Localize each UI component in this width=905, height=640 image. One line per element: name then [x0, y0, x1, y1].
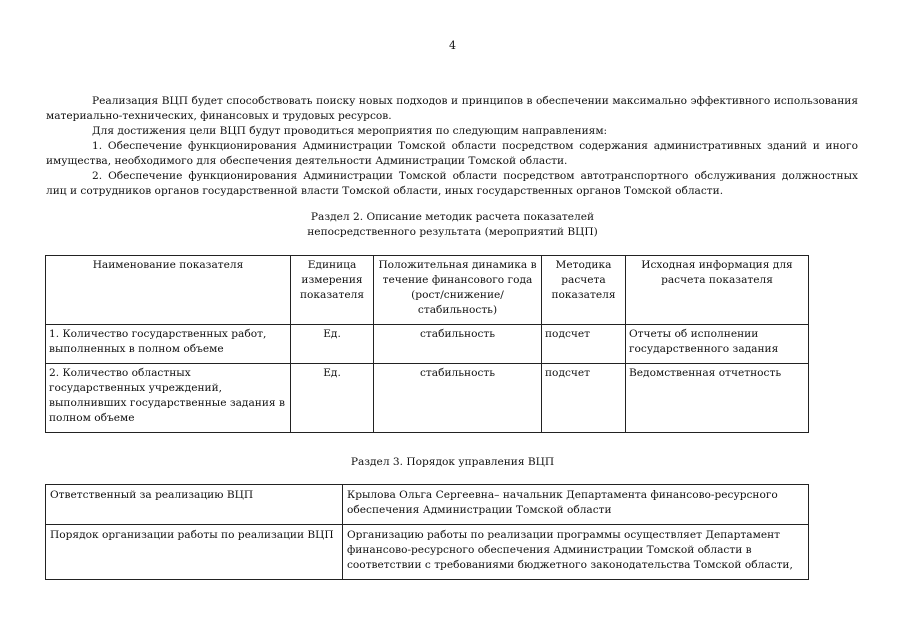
table-cell: Организацию работы по реализации программы осуществляет Департамент финансово-ресурсного обеспечения Администрации Томской области в соответствии с требованиями бюджетного законодательства Томской области, — [343, 525, 809, 580]
table-cell: Ед. — [291, 325, 374, 364]
table-cell: 2. Количество областных государственных учреждений, выполнивших государственные задания в полном объеме — [46, 364, 291, 433]
paragraph-1: Реализация ВЦП будет способствовать поиску новых подходов и принципов в обеспечении максимально эффективного использования материально-технических, финансовых и трудовых ресурсов. — [46, 95, 858, 122]
table-row — [46, 485, 809, 525]
table-row — [46, 364, 809, 433]
body-text — [46, 94, 858, 199]
header-cell: Методика расчета показателя — [542, 256, 626, 325]
paragraph-3: 1. Обеспечение функционирования Администрации Томской области посредством содержания административных зданий и иного имущества, необходимого для обеспечения деятельности Администрации Томской области. — [46, 140, 858, 167]
table-cell: Ответственный за реализацию ВЦП — [46, 485, 343, 525]
page-number: 4 — [449, 39, 456, 52]
table-row — [46, 525, 809, 580]
table-cell: стабильность — [374, 364, 542, 433]
table-header-row — [46, 256, 809, 325]
table-cell: подсчет — [542, 364, 626, 433]
table-cell: подсчет — [542, 325, 626, 364]
header-cell: Исходная информация для расчета показателя — [626, 256, 809, 325]
section2-title-line1: Раздел 2. Описание методик расчета показателей — [310, 211, 595, 223]
header-cell: Наименование показателя — [46, 256, 291, 325]
table-cell: Ед. — [291, 364, 374, 433]
table-cell: Порядок организации работы по реализации ВЦП — [46, 525, 343, 580]
paragraph-2: Для достижения цели ВЦП будут проводиться мероприятия по следующим направлениям: — [92, 125, 608, 137]
table-cell: стабильность — [374, 325, 542, 364]
management-table — [45, 484, 809, 580]
table-cell: Крылова Ольга Сергеевна– начальник Департамента финансово-ресурсного обеспечения Администрации Томской области — [343, 485, 809, 525]
header-cell: Единица измерения показателя — [291, 256, 374, 325]
table-row — [46, 325, 809, 364]
section2-title — [0, 210, 905, 240]
indicators-table — [45, 255, 809, 433]
table-cell: Отчеты об исполнении государственного задания — [626, 325, 809, 364]
table-cell: Ведомственная отчетность — [626, 364, 809, 433]
section2-title-line2: непосредственного результата (мероприятий ВЦП) — [307, 226, 598, 238]
header-cell: Положительная динамика в течение финансового года (рост/снижение/ стабильность) — [374, 256, 542, 325]
table-cell: 1. Количество государственных работ, выполненных в полном объеме — [46, 325, 291, 364]
paragraph-4: 2. Обеспечение функционирования Администрации Томской области посредством автотранспортного обслуживания должностных лиц и сотрудников органов государственной власти Томской области, иных государственных органов Томской области. — [46, 170, 858, 197]
section3-title: Раздел 3. Порядок управления ВЦП — [350, 456, 555, 468]
